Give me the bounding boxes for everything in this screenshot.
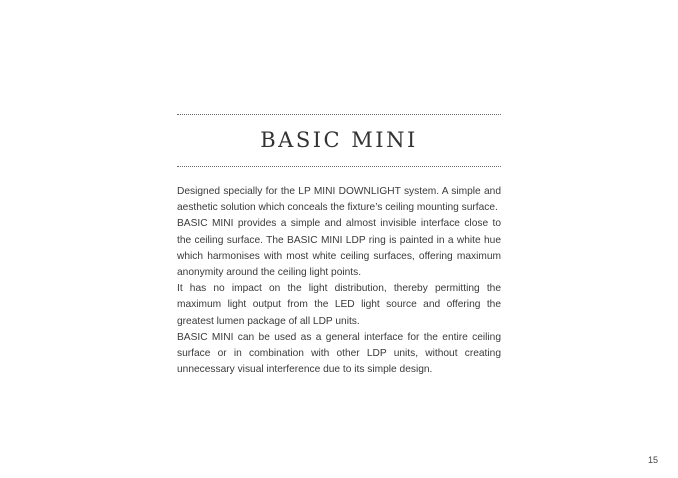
body-text bbox=[177, 184, 501, 378]
paragraph-2: BASIC MINI provides a simple and almost invisible interface close to the ceiling surface. The BASIC MINI LDP ring is painted in a white hue which harmonises with most white ceiling surfaces, offering maximum anonymity around the ceiling light points. bbox=[177, 218, 501, 279]
page-title: BASIC MINI bbox=[260, 128, 418, 152]
paragraph-4: BASIC MINI can be used as a general interface for the entire ceiling surface or in combination with other LDP units, without creating unnecessary visual interference due to its simple design. bbox=[177, 331, 501, 376]
bottom-dotted-divider bbox=[177, 166, 501, 167]
paragraph-3: It has no impact on the light distribution, thereby permitting the maximum light output from the LED light source and offering the greatest lumen package of all LDP units. bbox=[177, 283, 501, 327]
page-number: 15 bbox=[647, 455, 658, 465]
top-dotted-divider bbox=[177, 114, 501, 115]
paragraph-1: Designed specially for the LP MINI DOWNLIGHT system. A simple and aesthetic solution which conceals the fixture’s ceiling mounting surface. bbox=[177, 186, 501, 214]
